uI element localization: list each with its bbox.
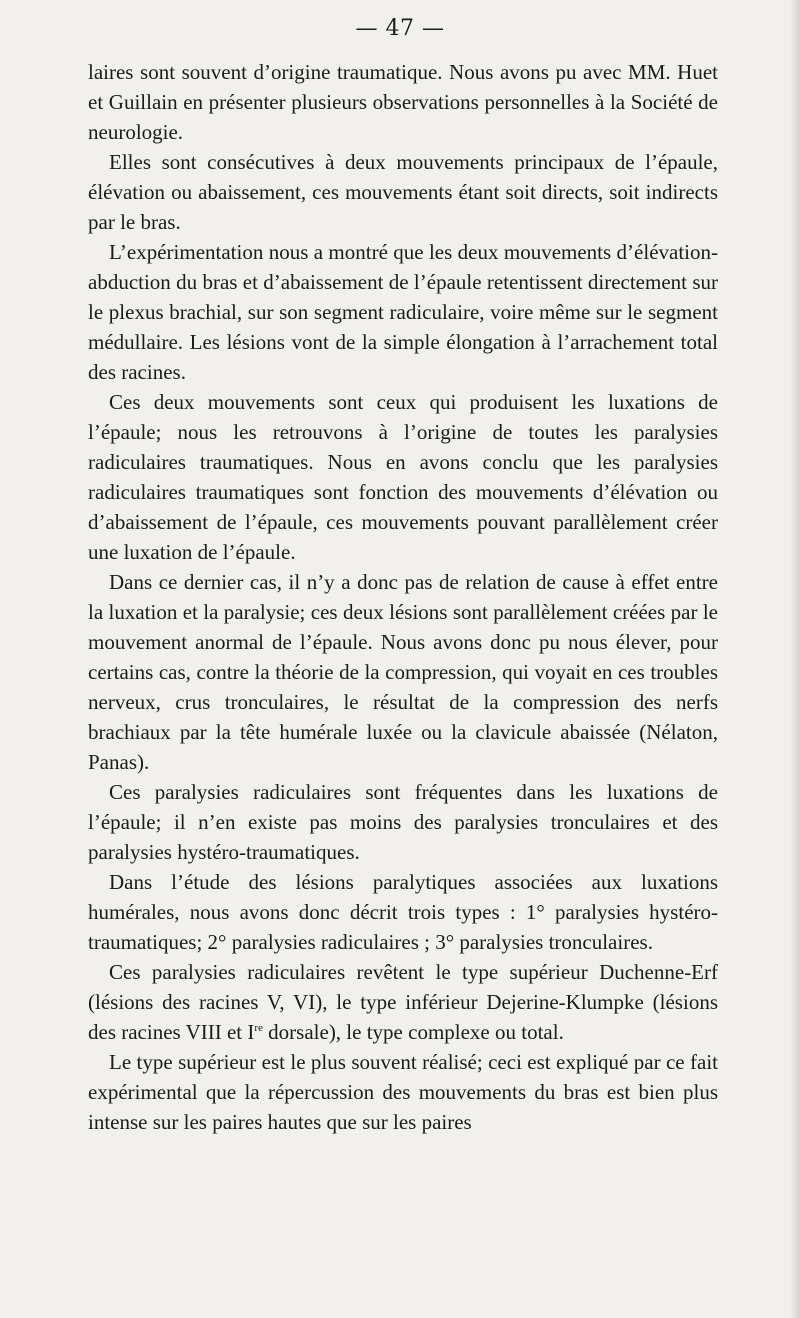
paragraph-2: Elles sont consécutives à deux mouvements principaux de l’épaule, élévation ou abaissement, ces mouvements étant soit directs, soit indirects par le bras.	[88, 150, 718, 234]
paragraph-3: L’expérimentation nous a montré que les deux mouvements d’élévation-abduction du bras et d’abaissement de l’épaule retentissent directement sur le plexus brachial, sur son segment radiculaire, voire même sur le segment médullaire. Les lésions vont de la simple élongation à l’arrachement total des racines.	[88, 240, 718, 384]
paragraph-1: laires sont souvent d’origine traumatique. Nous avons pu avec MM. Huet et Guillain en présenter plusieurs observations personnelles à la Société de neurologie.	[88, 60, 718, 144]
body-text	[88, 57, 718, 1137]
paragraph-4: Ces deux mouvements sont ceux qui produisent les luxations de l’épaule; nous les retrouvons à l’origine de toutes les paralysies radiculaires traumatiques. Nous en avons conclu que les paralysies radiculaires traumatiques sont fonction des mouvements d’élévation ou d’abaissement de l’épaule, ces mouvements pouvant parallèlement créer une luxation de l’épaule.	[88, 390, 718, 564]
paragraph-7: Dans l’étude des lésions paralytiques associées aux luxations humérales, nous avons donc décrit trois types : 1° paralysies hystéro-traumatiques; 2° paralysies radiculaires ; 3° paralysies tronculaires.	[88, 870, 718, 954]
page-edge-shadow	[790, 0, 800, 1318]
paragraph-5: Dans ce dernier cas, il n’y a donc pas de relation de cause à effet entre la luxation et la paralysie; ces deux lésions sont parallèlement créées par le mouvement anormal de l’épaule. Nous avons donc pu nous élever, pour certains cas, contre la théorie de la compression, qui voyait en ces troubles nerveux, crus tronculaires, le résultat de la compression des nerfs brachiaux par la tête humérale luxée ou la clavicule abaissée (Nélaton, Panas).	[88, 570, 718, 774]
paragraph-8	[88, 957, 718, 1047]
paragraph-8-after: dorsale), le type complexe ou total.	[262, 1020, 564, 1044]
paragraph-9: Le type supérieur est le plus souvent réalisé; ceci est expliqué par ce fait expérimental que la répercussion des mouvements du bras est bien plus intense sur les paires hautes que sur les paires	[88, 1050, 718, 1134]
paragraph-6: Ces paralysies radiculaires sont fréquentes dans les luxations de l’épaule; il n’en existe pas moins des paralysies tronculaires et des paralysies hystéro-traumatiques.	[88, 780, 718, 864]
page-number: — 47 —	[355, 16, 445, 41]
paragraph-8-superscript: re	[254, 1022, 263, 1034]
paragraph-8-before: Ces paralysies radiculaires revêtent le type supérieur Duchenne-Erf (lésions des racines V, VI), le type inférieur Dejerine-Klumpke (lésions des racines VIII et I	[88, 960, 718, 1044]
